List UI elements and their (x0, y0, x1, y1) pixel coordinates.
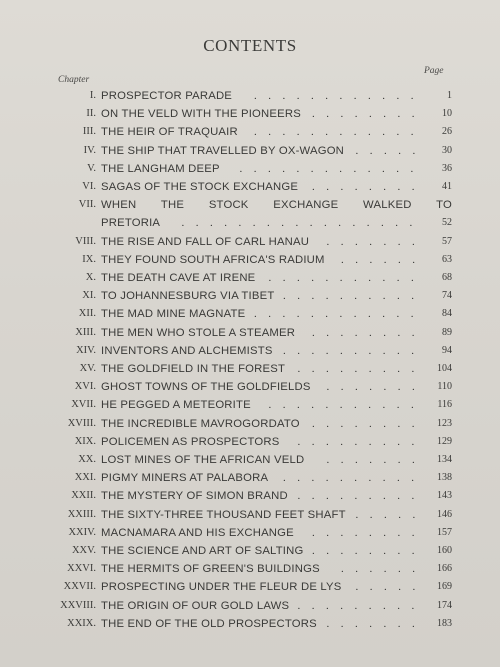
chapter-title: THE RISE AND FALL OF CARL HANAU (101, 235, 310, 248)
leader-dots: ........... (268, 272, 426, 284)
leader-dots: ......... (297, 490, 426, 503)
page-number: 74 (442, 290, 452, 302)
leader-dots: ....... (326, 381, 427, 394)
chapter-number: IV. (83, 144, 96, 156)
leader-dots: ................. (181, 217, 424, 230)
chapter-number: XXIV. (68, 526, 96, 538)
chapter-number: XVIII. (67, 417, 96, 429)
chapter-title: SAGAS OF THE STOCK EXCHANGE (101, 181, 299, 193)
toc-entry (0, 160, 500, 178)
toc-entry (0, 360, 500, 378)
toc-entry (0, 142, 500, 160)
chapter-title: PIGMY MINERS AT PALABORA (101, 472, 269, 485)
page-number: 116 (437, 399, 452, 411)
chapter-title: THE SIXTY-THREE THOUSAND FEET SHAFT (101, 508, 346, 521)
chapter-title: THE MAD MINE MAGNATE (101, 308, 246, 321)
chapter-number: IX. (82, 253, 96, 265)
chapter-title: TO JOHANNESBURG VIA TIBET (101, 290, 275, 303)
leader-dots: ..... (355, 508, 427, 521)
page-number: 10 (442, 108, 452, 120)
page-column-label: Page (424, 66, 444, 76)
chapter-number: XXIII. (67, 508, 96, 520)
leader-dots: ........ (312, 181, 426, 193)
toc-entry-continued (0, 214, 500, 232)
chapter-title: THE HEIR OF TRAQUAIR (101, 126, 238, 139)
leader-dots: ........... (268, 399, 426, 412)
chapter-title-continued: PRETORIA (101, 217, 161, 230)
chapter-title: THE MYSTERY OF SIMON BRAND (101, 490, 288, 503)
chapter-title: THE INCREDIBLE MAVROGORDATO (101, 417, 300, 430)
chapter-number: XXVI. (67, 563, 96, 575)
page-number: 143 (437, 490, 452, 502)
toc-entry (0, 287, 500, 305)
toc-entry (0, 597, 500, 615)
chapter-title: LOST MINES OF THE AFRICAN VELD (101, 454, 305, 466)
chapter-title: PROSPECTING UNDER THE FLEUR DE LYS (101, 581, 342, 594)
page-number: 89 (442, 326, 452, 338)
page-number: 52 (442, 217, 452, 229)
toc-entry (0, 324, 500, 342)
page-number: 84 (442, 308, 452, 320)
leader-dots: ...... (341, 563, 427, 576)
toc-entry (0, 433, 500, 451)
chapter-title: POLICEMEN AS PROSPECTORS (101, 435, 280, 448)
chapter-number: VI. (82, 181, 96, 192)
leader-dots: ..... (355, 581, 427, 594)
page-number: 134 (437, 454, 452, 465)
toc-entry (0, 615, 500, 633)
chapter-number: VIII. (75, 235, 96, 247)
toc-entry (0, 560, 500, 578)
leader-dots: ............ (254, 308, 425, 321)
toc-entry (0, 87, 500, 105)
leader-dots: .......... (283, 344, 426, 357)
toc-entry (0, 506, 500, 524)
chapter-number: XXV. (71, 545, 96, 556)
page-number: 68 (442, 272, 452, 283)
leader-dots: ......... (297, 599, 426, 612)
chapter-title: THE ORIGIN OF OUR GOLD LAWS (101, 599, 290, 612)
leader-dots: ........ (312, 108, 426, 121)
chapter-title: THE END OF THE OLD PROSPECTORS (101, 617, 317, 630)
leader-dots: ............ (254, 90, 425, 102)
chapter-number: XXII. (71, 490, 96, 502)
page-number: 138 (437, 472, 452, 484)
toc-entry (0, 524, 500, 542)
chapter-number: XIII. (75, 326, 96, 338)
leader-dots: ....... (326, 235, 427, 248)
page-number: 30 (442, 144, 452, 156)
page-number: 26 (442, 126, 452, 138)
toc-entry (0, 123, 500, 141)
toc-entry (0, 396, 500, 414)
leader-dots: ..... (355, 144, 427, 157)
chapter-number: XIV. (76, 344, 96, 356)
chapter-title: ON THE VELD WITH THE PIONEERS (101, 108, 301, 121)
chapter-number: XXVIII. (60, 599, 96, 611)
leader-dots: .......... (283, 472, 426, 485)
leader-dots: ............ (254, 126, 425, 139)
toc-entry (0, 469, 500, 487)
chapter-title: THE SCIENCE AND ART OF SALTING (101, 545, 304, 557)
chapter-column-label: Chapter (58, 75, 90, 85)
chapter-title: GHOST TOWNS OF THE GOLDFIELDS (101, 381, 311, 394)
toc-entry (0, 487, 500, 505)
leader-dots: ............. (239, 162, 425, 175)
toc-entry (0, 415, 500, 433)
chapter-number: XI. (82, 290, 96, 302)
chapter-title: THE DEATH CAVE AT IRENE (101, 272, 256, 284)
page-number: 36 (442, 162, 452, 174)
leader-dots: ........ (312, 326, 426, 339)
toc-entry (0, 196, 500, 214)
leader-dots: .......... (283, 290, 426, 303)
page-title: CONTENTS (203, 36, 297, 55)
toc-entry (0, 251, 500, 269)
chapter-number: XXIX. (67, 617, 96, 629)
chapter-title: HE PEGGED A METEORITE (101, 399, 251, 412)
toc-entry (0, 451, 500, 469)
chapter-number: XII. (78, 308, 96, 320)
chapter-title: THE LANGHAM DEEP (101, 162, 220, 175)
chapter-title: THEY FOUND SOUTH AFRICA'S RADIUM (101, 253, 325, 266)
chapter-title: THE MEN WHO STOLE A STEAMER (101, 326, 296, 339)
page-number: 104 (437, 363, 452, 374)
page-number: 183 (437, 617, 452, 629)
chapter-title: THE SHIP THAT TRAVELLED BY OX-WAGON (101, 144, 345, 157)
chapter-number: XV. (79, 363, 96, 374)
chapter-title: THE HERMITS OF GREEN'S BUILDINGS (101, 563, 320, 576)
toc-entry (0, 578, 500, 596)
chapter-number: XXI. (74, 472, 96, 484)
chapter-number: VII. (78, 199, 96, 211)
chapter-number: XXVII. (63, 581, 96, 593)
toc-entry (0, 542, 500, 560)
page-number: 160 (437, 545, 452, 556)
leader-dots: ........ (312, 545, 426, 557)
toc-entry (0, 269, 500, 287)
toc-entry (0, 305, 500, 323)
chapter-number: II. (86, 108, 96, 120)
page-number: 174 (437, 599, 452, 611)
leader-dots: ....... (326, 617, 427, 630)
leader-dots: ......... (297, 363, 426, 375)
page-number: 123 (437, 417, 452, 429)
page-number: 146 (437, 508, 452, 520)
chapter-title: WHEN THE STOCK EXCHANGE WALKED TO (101, 199, 452, 212)
chapter-title: PROSPECTOR PARADE (101, 90, 233, 102)
chapter-title: THE GOLDFIELD IN THE FOREST (101, 363, 286, 375)
chapter-title: MACNAMARA AND HIS EXCHANGE (101, 526, 294, 539)
chapter-number: V. (87, 162, 96, 174)
page-number: 1 (447, 90, 452, 101)
page-number: 129 (437, 435, 452, 447)
toc-entry (0, 342, 500, 360)
page-number: 41 (442, 181, 452, 192)
chapter-number: XVI. (74, 381, 96, 393)
toc-entry (0, 105, 500, 123)
chapter-number: XX. (78, 454, 96, 465)
chapter-title: INVENTORS AND ALCHEMISTS (101, 344, 273, 357)
leader-dots: ........ (312, 417, 426, 430)
page-number: 157 (437, 526, 452, 538)
page-number: 166 (437, 563, 452, 575)
toc-entry (0, 378, 500, 396)
toc-entry (0, 178, 500, 196)
page-number: 110 (437, 381, 452, 393)
leader-dots: ........ (312, 526, 426, 539)
chapter-number: XVII. (71, 399, 96, 411)
chapter-number: III. (82, 126, 96, 138)
leader-dots: ...... (341, 253, 427, 266)
toc-entry (0, 233, 500, 251)
chapter-number: XIX. (74, 435, 96, 447)
page-number: 57 (442, 235, 452, 247)
chapter-number: X. (85, 272, 96, 283)
chapter-number: I. (89, 90, 96, 101)
leader-dots: ......... (297, 435, 426, 448)
page-number: 94 (442, 344, 452, 356)
leader-dots: ....... (326, 454, 427, 466)
page-number: 169 (437, 581, 452, 593)
page-number: 63 (442, 253, 452, 265)
